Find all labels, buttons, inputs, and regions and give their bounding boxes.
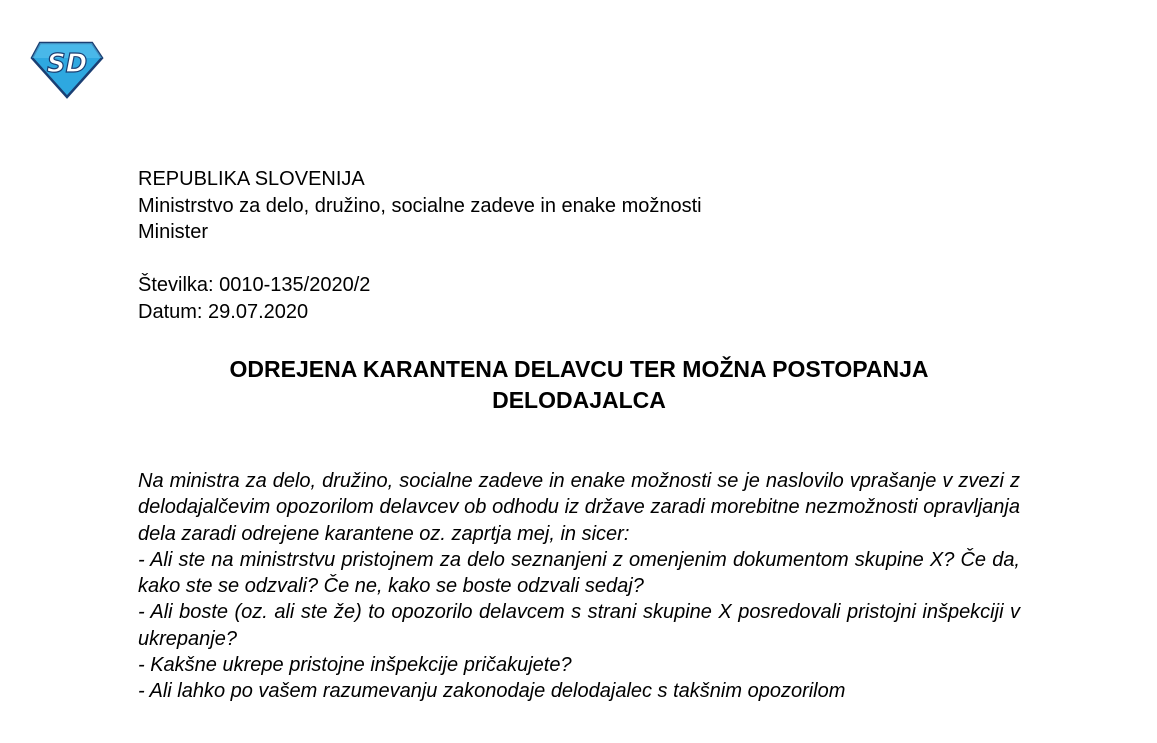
document-date: Datum: 29.07.2020 (138, 300, 309, 323)
country-name: REPUBLIKA SLOVENIJA (138, 168, 365, 190)
question-3: - Kakšne ukrepe pristojne inšpekcije pričakujete? (138, 654, 572, 677)
document-title (138, 354, 1020, 416)
document-meta (138, 272, 370, 325)
svg-text:SD: SD (46, 49, 88, 79)
title-line-1: ODREJENA KARANTENA DELAVCU TER MOŽNA POSTOPANJA (229, 356, 929, 382)
sd-diamond-logo-icon (30, 40, 104, 100)
question-2: - Ali boste (oz. ali ste že) to opozorilo delavcem s strani skupine X posredovali pristojni inšpekciji v ukrepanje? (138, 601, 1020, 650)
question-1: - Ali ste na ministrstvu pristojnem za delo seznanjeni z omenjenim dokumentom skupine X? Če da, kako ste se odzvali? Če ne, kako se boste odzvali sedaj? (138, 548, 1020, 598)
question-4: - Ali lahko po vašem razumevanju zakonodaje delodajalec s takšnim opozorilom (138, 680, 846, 703)
letter-header (138, 166, 702, 246)
body-intro: Na ministra za delo, družino, socialne zadeve in enake možnosti se je naslovilo vprašanje v zvezi z delodajalčevim opozorilom delavcev ob odhodu iz države zaradi morebitne nezmožnosti opravljanja dela zaradi odrejene karantene oz. zaprtja mej, in sicer: (138, 470, 1020, 545)
title-line-2: DELODAJALCA (492, 387, 666, 413)
document-number: Številka: 0010-135/2020/2 (138, 274, 371, 296)
document-body (138, 468, 1020, 705)
ministry-name: Ministrstvo za delo, družino, socialne zadeve in enake možnosti (138, 194, 702, 217)
role-name: Minister (138, 221, 209, 243)
